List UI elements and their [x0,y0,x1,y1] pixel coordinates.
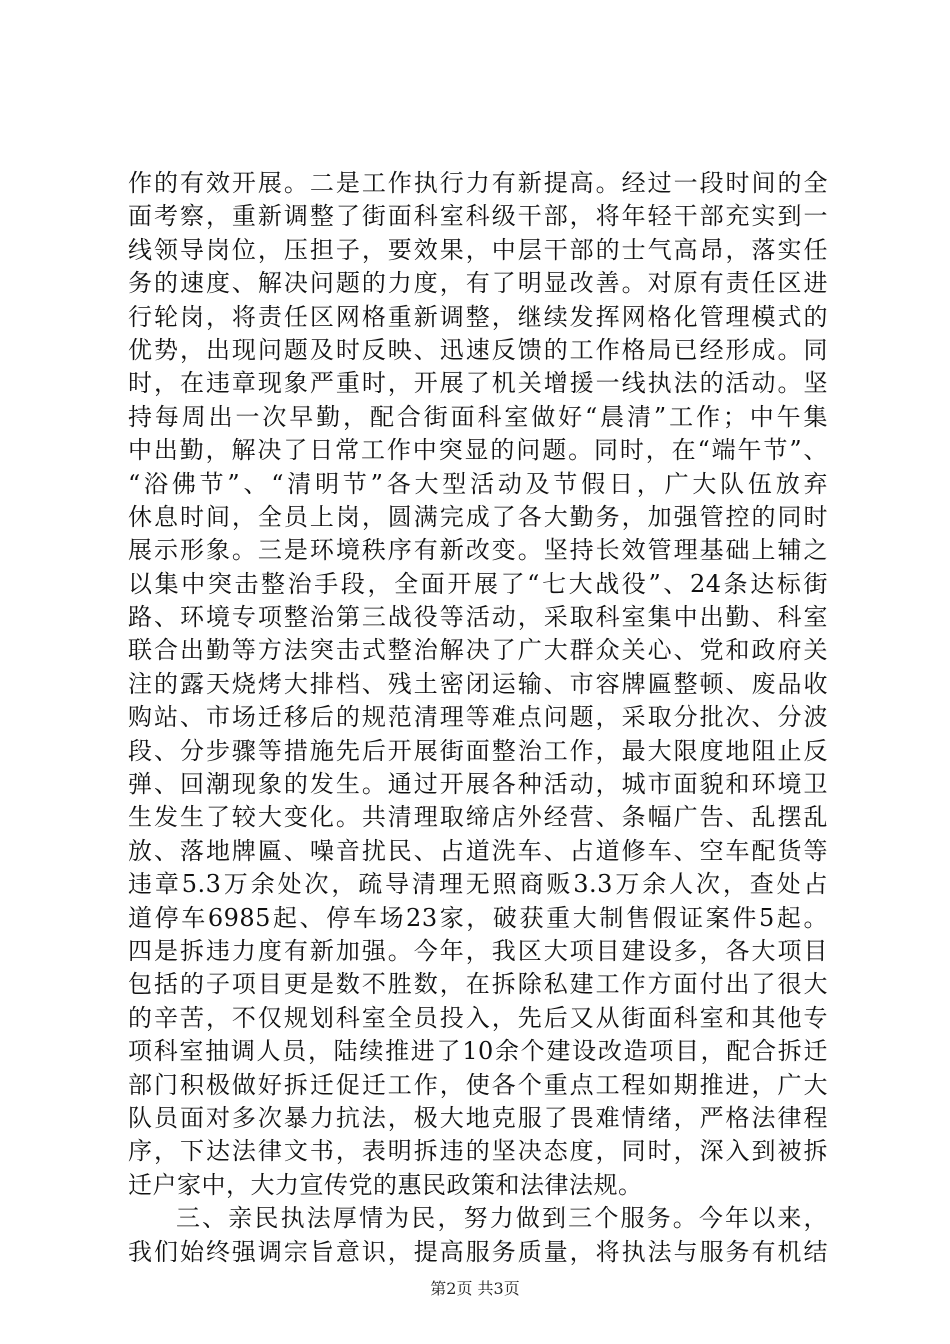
text-line: 我们始终强调宗旨意识，提高服务质量，将执法与服务有机结 [128,1237,828,1266]
text-line: 弹、回潮现象的发生。通过开展各种活动，城市面貌和环境卫 [128,770,828,799]
text-line: 以集中突击整治手段，全面开展了“七大战役”、24条达标街 [128,569,828,598]
text-line: 持每周出一次早勤，配合街面科室做好“晨清”工作；中午集 [128,402,828,431]
text-line: 四是拆违力度有新加强。今年，我区大项目建设多，各大项目 [128,936,828,965]
text-line: 中出勤，解决了日常工作中突显的问题。同时，在“端午节”、 [128,436,828,465]
text-line: 购站、市场迁移后的规范清理等难点问题，采取分批次、分波 [128,703,828,732]
text-line: 时，在违章现象严重时，开展了机关增援一线执法的活动。坚 [128,369,828,398]
section-heading-line: 三、亲民执法厚情为民，努力做到三个服务。今年以来， [176,1204,828,1233]
text-line: “浴佛节”、“清明节”各大型活动及节假日，广大队伍放弃 [128,469,828,498]
text-line: 注的露天烧烤大排档、残土密闭运输、市容牌匾整顿、废品收 [128,669,828,698]
paragraph-end-line: 迁户家中，大力宣传党的惠民政策和法律法规。 [128,1170,643,1199]
text-line: 段、分步骤等措施先后开展街面整治工作，最大限度地阻止反 [128,736,828,765]
text-line: 序，下达法律文书，表明拆违的坚决态度，同时，深入到被拆 [128,1137,828,1166]
text-line: 部门积极做好拆迁促迁工作，使各个重点工程如期推进，广大 [128,1070,828,1099]
text-line: 行轮岗，将责任区网格重新调整，继续发挥网格化管理模式的 [128,302,828,331]
text-line: 生发生了较大变化。共清理取缔店外经营、条幅广告、乱摆乱 [128,803,828,832]
text-line: 项科室抽调人员，陆续推进了10余个建设改造项目，配合拆迁 [128,1037,828,1066]
text-line: 展示形象。三是环境秩序有新改变。坚持长效管理基础上辅之 [128,536,828,565]
body-text [128,167,828,1269]
text-line: 违章5.3万余处次，疏导清理无照商贩3.3万余人次，查处占 [128,870,828,899]
text-line: 面考察，重新调整了街面科室科级干部，将年轻干部充实到一 [128,202,828,231]
text-line: 的辛苦，不仅规划科室全员投入，先后又从街面科室和其他专 [128,1003,828,1032]
text-line: 作的有效开展。二是工作执行力有新提高。经过一段时间的全 [128,169,828,197]
text-line: 务的速度、解决问题的力度，有了明显改善。对原有责任区进 [128,269,828,298]
text-line: 道停车6985起、停车场23家，破获重大制售假证案件5起。 [128,903,828,932]
text-line: 包括的子项目更是数不胜数，在拆除私建工作方面付出了很大 [128,970,828,999]
text-line: 休息时间，全员上岗，圆满完成了各大勤务，加强管控的同时 [128,502,828,531]
text-line: 队员面对多次暴力抗法，极大地克服了畏难情绪，严格法律程 [128,1103,828,1132]
text-line: 联合出勤等方法突击式整治解决了广大群众关心、党和政府关 [128,636,828,665]
text-line: 路、环境专项整治第三战役等活动，采取科室集中出勤、科室 [128,603,828,632]
text-line: 放、落地牌匾、噪音扰民、占道洗车、占道修车、空车配货等 [128,836,828,865]
text-line: 优势，出现问题及时反映、迅速反馈的工作格局已经形成。同 [128,335,828,364]
text-line: 线领导岗位，压担子，要效果，中层干部的士气高昂，落实任 [128,235,828,264]
page-number-footer: 第2页 共3页 [430,1279,520,1298]
